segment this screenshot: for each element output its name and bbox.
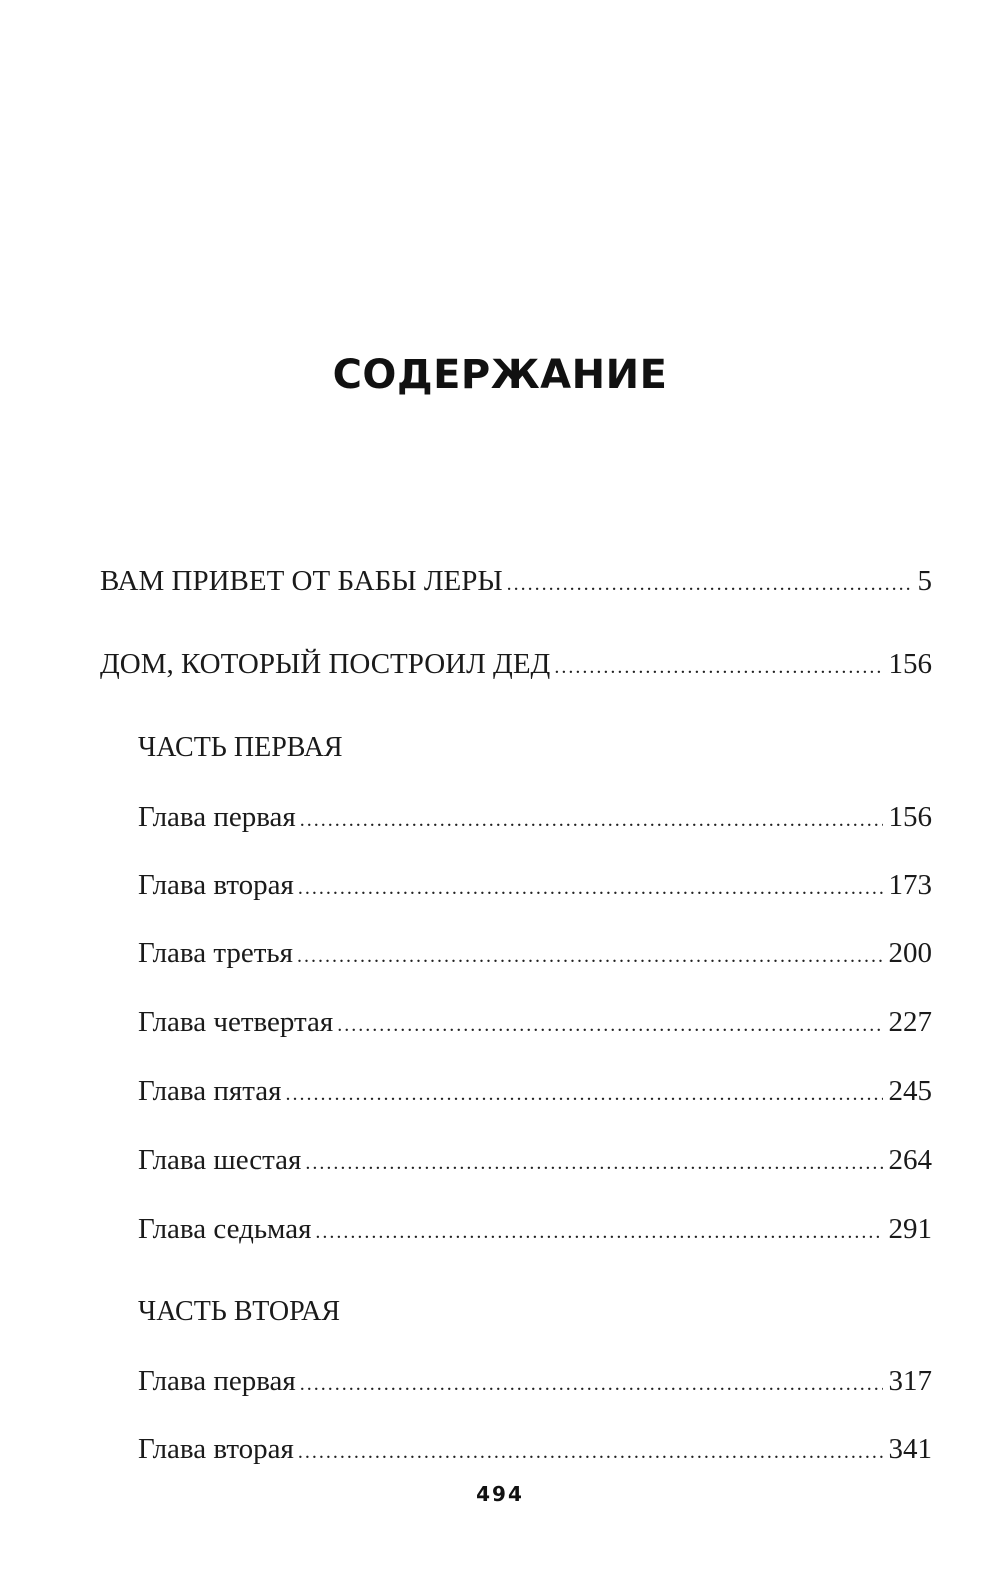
chapter-label: Глава шестая [138,1144,302,1176]
toc-chapter[interactable] [138,1361,932,1404]
toc-entry[interactable] [100,561,932,604]
dot-leader [285,1074,882,1114]
dot-leader [305,1143,882,1183]
toc-entry-label: ВАМ ПРИВЕТ ОТ БАБЫ ЛЕРЫ [100,565,503,597]
chapter-label: Глава первая [138,801,296,833]
chapter-page: 341 [888,1433,932,1465]
chapter-label: Глава четвертая [138,1006,334,1038]
dot-leader [297,936,883,976]
chapter-label: Глава седьмая [138,1213,312,1245]
dot-leader [337,1005,882,1045]
part-heading: ЧАСТЬ ПЕРВАЯ [138,732,343,763]
toc-chapter[interactable] [138,1002,932,1045]
chapter-page: 156 [888,801,932,833]
chapter-label: Глава третья [138,937,293,969]
chapter-page: 200 [888,937,932,969]
chapter-page: 291 [888,1213,932,1245]
toc-chapter[interactable] [138,1140,932,1183]
toc-chapter[interactable] [138,1209,932,1252]
chapter-label: Глава первая [138,1365,296,1397]
dot-leader [300,800,883,840]
toc-entry-page: 5 [917,565,932,597]
chapter-page: 317 [888,1365,932,1397]
toc-title: СОДЕРЖАНИЕ [332,352,668,398]
chapter-label: Глава пятая [138,1075,282,1107]
chapter-label: Глава вторая [138,1433,294,1465]
toc-entry-page: 156 [888,648,932,680]
toc-chapter[interactable] [138,1429,932,1472]
toc-chapter[interactable] [138,797,932,840]
toc-chapter[interactable] [138,865,932,908]
toc-chapter[interactable] [138,933,932,976]
dot-leader [507,564,912,604]
page-number: 494 [476,1482,524,1506]
dot-leader [554,647,882,687]
chapter-page: 227 [888,1006,932,1038]
chapter-page: 264 [888,1144,932,1176]
dot-leader [298,1432,883,1472]
toc-entry[interactable] [100,644,932,687]
toc-chapter[interactable] [138,1071,932,1114]
toc-entry-label: ДОМ, КОТОРЫЙ ПОСТРОИЛ ДЕД [100,648,551,680]
dot-leader [300,1364,883,1404]
part-heading: ЧАСТЬ ВТОРАЯ [138,1296,341,1327]
chapter-page: 245 [888,1075,932,1107]
chapter-page: 173 [888,869,932,901]
dot-leader [298,868,883,908]
chapter-label: Глава вторая [138,869,294,901]
dot-leader [315,1212,882,1252]
